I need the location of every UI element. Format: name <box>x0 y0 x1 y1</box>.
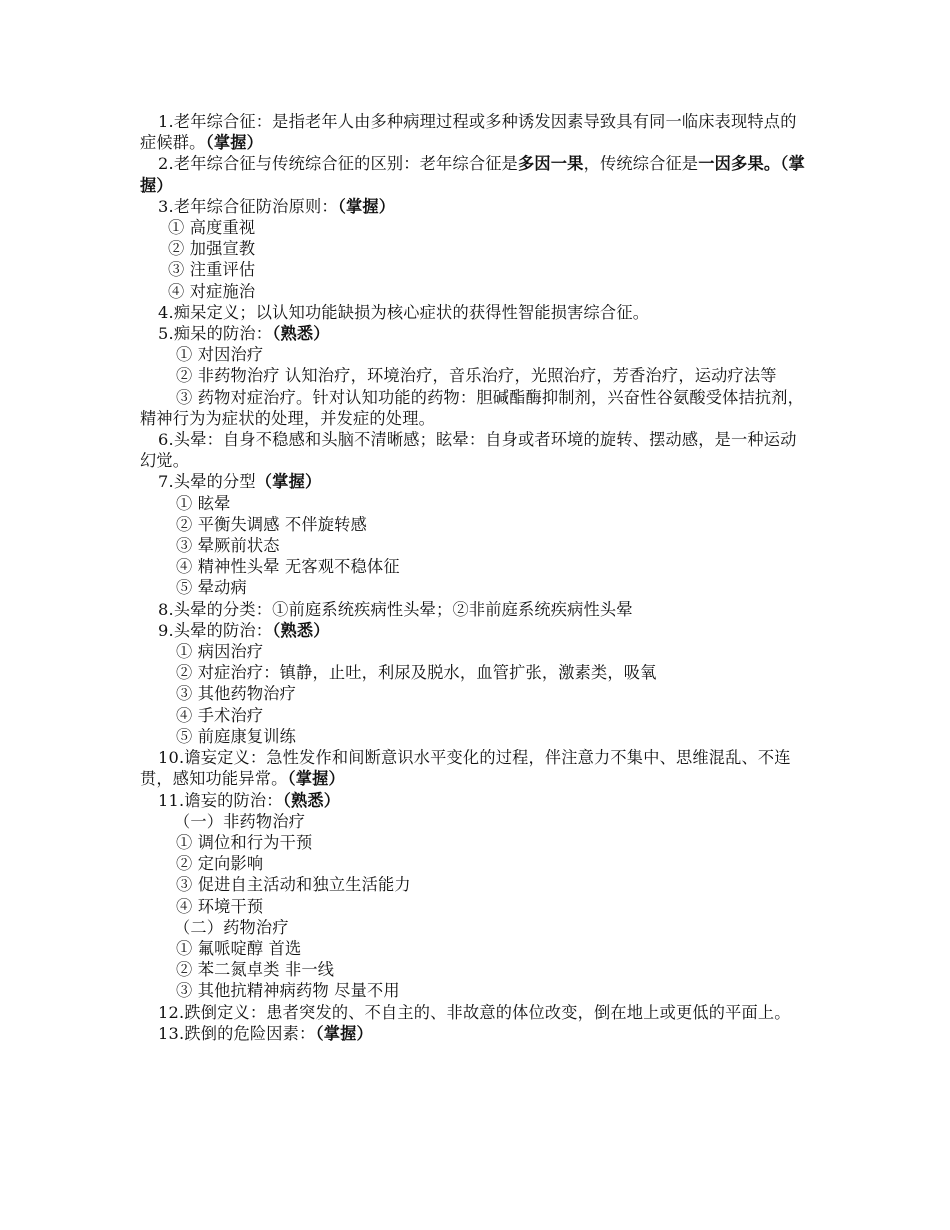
item-6: 6.头晕：自身不稳感和头脑不清晰感；眩晕：自身或者环境的旋转、摆动感，是一种运动幻觉。 <box>140 430 797 471</box>
list-item: ④ 对症施治 <box>168 281 256 301</box>
list-item: ③ 其他抗精神病药物 尽量不用 <box>176 981 400 1001</box>
list-item: ③ 晕厥前状态 <box>176 536 280 556</box>
list-item: ① 氟哌啶醇 首选 <box>176 938 302 958</box>
list-item: ③ 注重评估 <box>168 260 256 280</box>
item-10: 10.谵妄定义：急性发作和间断意识水平变化的过程，伴注意力不集中、思维混乱、不连贯，感知功能异常。（掌握） <box>140 748 791 789</box>
list-item: ③ 促进自主活动和独立生活能力 <box>176 875 411 895</box>
subheading: （二）药物治疗 <box>174 917 289 937</box>
item-11: 11.谵妄的防治：（熟悉） <box>158 790 341 810</box>
list-item: ② 平衡失调感 不伴旋转感 <box>176 514 367 534</box>
item-12: 12.跌倒定义：患者突发的、不自主的、非故意的体位改变，倒在地上或更低的平面上。 <box>158 1002 791 1022</box>
list-item: ⑤ 前庭康复训练 <box>176 726 297 746</box>
item-3: 3.老年综合征防治原则：（掌握） <box>158 196 396 216</box>
list-item: ② 对症治疗：镇静，止吐，利尿及脱水，血管扩张，激素类，吸氧 <box>176 663 657 683</box>
item-7: 7.头晕的分型（掌握） <box>158 472 322 492</box>
list-item: ③ 其他药物治疗 <box>176 684 297 704</box>
list-item: ④ 精神性头晕 无客观不稳体征 <box>176 557 400 577</box>
list-item: ⑤ 晕动病 <box>176 578 247 598</box>
item-9: 9.头晕的防治：（熟悉） <box>158 620 330 640</box>
list-item: ③ 药物对症治疗。针对认知功能的药物：胆碱酯酶抑制剂，兴奋性谷氨酸受体拮抗剂，精神行为为症状的处理，并发症的处理。 <box>140 387 805 428</box>
list-item: ② 非药物治疗 认知治疗，环境治疗，音乐治疗，光照治疗，芳香治疗，运动疗法等 <box>176 366 777 386</box>
item-1: 1.老年综合征：是指老年人由多种病理过程或多种诱发因素导致具有同一临床表现特点的症候群。（掌握） <box>140 112 797 153</box>
list-item: ① 眩晕 <box>176 493 231 513</box>
list-item: ① 病因治疗 <box>176 642 264 662</box>
item-5: 5.痴呆的防治：（熟悉） <box>158 324 330 344</box>
item-2: 2.老年综合征与传统综合征的区别：老年综合征是多因一果，传统综合征是一因多果。（掌握） <box>140 154 805 195</box>
subheading: （一）非药物治疗 <box>174 811 306 831</box>
item-8: 8.头晕的分类：①前庭系统疾病性头晕；②非前庭系统疾病性头晕 <box>158 599 633 619</box>
list-item: ① 调位和行为干预 <box>176 832 313 852</box>
item-13: 13.跌倒的危险因素：（掌握） <box>158 1023 373 1043</box>
list-item: ② 定向影响 <box>176 854 264 874</box>
document-body <box>140 111 812 1044</box>
list-item: ④ 环境干预 <box>176 896 264 916</box>
list-item: ② 苯二氮卓类 非一线 <box>176 960 335 980</box>
list-item: ② 加强宣教 <box>168 239 256 259</box>
item-4: 4.痴呆定义；以认知功能缺损为核心症状的获得性智能损害综合征。 <box>158 302 650 322</box>
list-item: ① 对因治疗 <box>176 345 264 365</box>
list-item: ① 高度重视 <box>168 218 256 238</box>
list-item: ④ 手术治疗 <box>176 705 264 725</box>
